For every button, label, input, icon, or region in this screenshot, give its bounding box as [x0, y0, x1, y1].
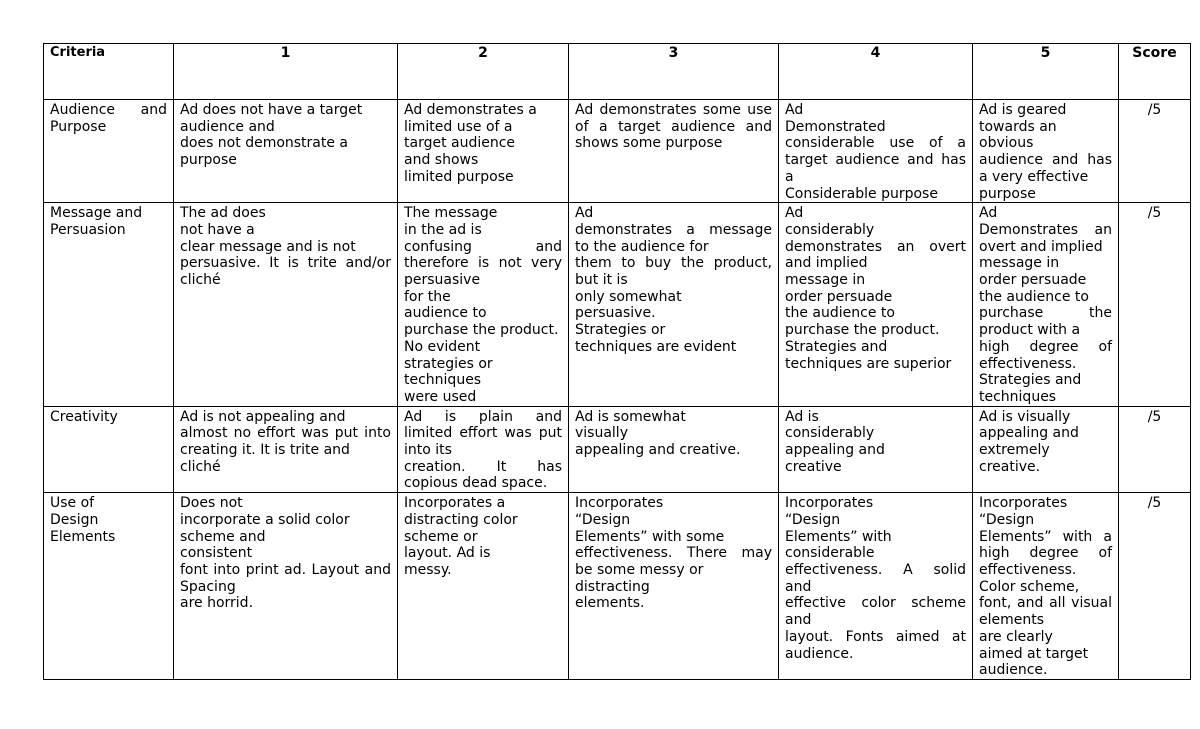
cell-text-line: almost no effort was put into — [180, 425, 391, 442]
cell-text-line: visually — [575, 425, 628, 442]
cell-text-line: Elements” with — [785, 528, 892, 545]
cell-text-line: creating it. It is trite and — [180, 442, 350, 459]
cell-text-line: Ad is visually — [979, 408, 1071, 425]
cell-text-line: but it is — [575, 272, 628, 289]
cell-text-line: limited purpose — [404, 168, 514, 185]
cell-text-line: the audience to — [979, 288, 1089, 305]
cell-text-line: Purpose — [50, 118, 107, 135]
level-1-cell — [174, 100, 398, 203]
header-level-5: 5 — [973, 44, 1119, 100]
cell-text-line: Message and — [50, 205, 143, 222]
cell-text-line: obvious — [979, 135, 1034, 152]
cell-text-line: purpose — [979, 185, 1036, 202]
cell-text-line: Elements” with a — [979, 528, 1112, 545]
cell-text-line: audience. — [785, 645, 854, 662]
cell-text-line: Ad — [575, 205, 594, 222]
cell-text-line: font into print ad. Layout and — [180, 561, 391, 578]
cell-text-line: audience to — [404, 305, 487, 322]
level-5-cell — [973, 493, 1119, 680]
cell-text-line: Ad — [979, 205, 998, 222]
cell-text-line: purchase the product. — [404, 322, 559, 339]
cell-text-line: No evident — [404, 338, 481, 355]
cell-text-line: Ad — [785, 205, 804, 222]
cell-text-line: persuasive. It is trite and/or — [180, 255, 391, 272]
cell-text-line: Ad is plain and — [404, 408, 562, 425]
cell-text-line: Use of — [50, 495, 95, 512]
cell-text-line: Considerable purpose — [785, 185, 938, 202]
level-3-cell — [569, 203, 779, 406]
rubric-table — [43, 43, 1191, 680]
cell-text-line: audience and has — [979, 152, 1112, 169]
criteria-cell — [44, 493, 174, 680]
cell-text-line: Does not — [180, 495, 243, 512]
cell-text-line: creation. It has — [404, 458, 562, 475]
cell-text-line: only somewhat — [575, 288, 682, 305]
cell-text-line: cliché — [180, 272, 221, 289]
cell-text-line: message in — [785, 272, 866, 289]
cell-text-line: Elements” with some — [575, 528, 725, 545]
cell-text-line: target audience and has — [785, 152, 966, 169]
cell-text-line: order persuade — [785, 288, 893, 305]
cell-text-line: and — [785, 578, 812, 595]
criteria-cell — [44, 406, 174, 493]
cell-text-line: Ad is — [785, 408, 819, 425]
cell-text-line: limited effort was put — [404, 425, 562, 442]
level-4-cell — [779, 100, 973, 203]
cell-text-line: techniques are superior — [785, 355, 952, 372]
cell-text-line: are clearly — [979, 628, 1053, 645]
header-row — [44, 44, 1191, 100]
cell-text-line: Strategies and — [979, 372, 1082, 389]
level-1-cell — [174, 493, 398, 680]
cell-text-line: distracting color — [404, 511, 518, 528]
cell-text-line: Incorporates — [979, 495, 1068, 512]
cell-text-line: distracting — [575, 578, 650, 595]
cell-text-line: purchase the product. — [785, 322, 940, 339]
cell-text-line: Ad demonstrates some use — [575, 102, 772, 118]
cell-text-line: Audience and — [50, 102, 167, 118]
cell-text-line: a very effective — [979, 168, 1089, 185]
level-3-cell — [569, 100, 779, 203]
level-1-cell — [174, 203, 398, 406]
cell-text-line: in the ad is — [404, 221, 482, 238]
cell-text-line: are horrid. — [180, 595, 254, 612]
header-level-4: 4 — [779, 44, 973, 100]
cell-text-line: strategies or — [404, 355, 493, 372]
level-4-cell — [779, 493, 973, 680]
cell-text-line: them to buy the product, — [575, 255, 772, 272]
cell-text-line: considerable — [785, 545, 875, 562]
cell-text-line: scheme or — [404, 528, 478, 545]
cell-text-line: Design — [50, 511, 99, 528]
level-1-cell — [174, 406, 398, 493]
cell-text-line: “Design — [575, 511, 631, 528]
level-5-cell — [973, 100, 1119, 203]
cell-text-line: limited use of a — [404, 118, 513, 135]
cell-text-line: techniques — [404, 372, 482, 389]
level-3-cell — [569, 406, 779, 493]
cell-text-line: effective color scheme — [785, 595, 966, 612]
cell-text-line: layout. Fonts aimed at — [785, 628, 966, 645]
header-level-2: 2 — [398, 44, 569, 100]
cell-text-line: considerable use of a — [785, 135, 966, 152]
cell-text-line: and implied — [785, 255, 868, 272]
cell-text-line: to the audience for — [575, 238, 709, 255]
cell-text-line: Demonstrated — [785, 118, 886, 135]
cell-text-line: shows some purpose — [575, 135, 723, 152]
cell-text-line: copious dead space. — [404, 475, 548, 492]
cell-text-line: Ad is not appealing and — [180, 408, 346, 425]
score-cell: /5 — [1119, 100, 1191, 203]
cell-text-line: target audience — [404, 135, 516, 152]
cell-text-line: Ad demonstrates a — [404, 102, 537, 118]
score-cell: /5 — [1119, 203, 1191, 406]
cell-text-line: order persuade — [979, 272, 1087, 289]
cell-text-line: creative — [785, 458, 842, 475]
cell-text-line: creative. — [979, 458, 1041, 475]
table-row — [44, 406, 1191, 493]
cell-text-line: Demonstrates an — [979, 221, 1112, 238]
cell-text-line: Elements — [50, 528, 116, 545]
header-criteria: Criteria — [44, 44, 174, 100]
cell-text-line: overt and implied — [979, 238, 1103, 255]
cell-text-line: persuasive. — [575, 305, 656, 322]
cell-text-line: be some messy or — [575, 561, 704, 578]
level-2-cell — [398, 406, 569, 493]
level-5-cell — [973, 406, 1119, 493]
cell-text-line: purpose — [180, 152, 237, 169]
cell-text-line: clear message and is not — [180, 238, 356, 255]
cell-text-line: and shows — [404, 152, 479, 169]
cell-text-line: not have a — [180, 221, 255, 238]
cell-text-line: cliché — [180, 458, 221, 475]
cell-text-line: effectiveness. There may — [575, 545, 772, 562]
cell-text-line: font, and all visual — [979, 595, 1112, 612]
cell-text-line: layout. Ad is — [404, 545, 491, 562]
cell-text-line: elements. — [575, 595, 645, 612]
cell-text-line: message in — [979, 255, 1060, 272]
cell-text-line: therefore is not very — [404, 255, 562, 272]
cell-text-line: audience and — [180, 118, 275, 135]
score-cell: /5 — [1119, 406, 1191, 493]
level-2-cell — [398, 493, 569, 680]
cell-text-line: confusing and — [404, 238, 562, 255]
cell-text-line: “Design — [785, 511, 841, 528]
cell-text-line: product with a — [979, 322, 1081, 339]
cell-text-line: consistent — [180, 545, 253, 562]
cell-text-line: into its — [404, 442, 452, 459]
cell-text-line: high degree of — [979, 338, 1112, 355]
cell-text-line: effectiveness. — [979, 561, 1077, 578]
cell-text-line: Persuasion — [50, 221, 126, 238]
cell-text-line: Incorporates — [575, 495, 664, 512]
cell-text-line: for the — [404, 288, 451, 305]
cell-text-line: high degree of — [979, 545, 1112, 562]
cell-text-line: Creativity — [50, 408, 118, 425]
cell-text-line: demonstrates a message — [575, 221, 772, 238]
cell-text-line: appealing and — [979, 425, 1079, 442]
cell-text-line: considerably — [785, 221, 875, 238]
cell-text-line: scheme and — [180, 528, 266, 545]
cell-text-line: extremely — [979, 442, 1050, 459]
cell-text-line: and — [785, 612, 812, 629]
cell-text-line: aimed at target — [979, 645, 1089, 662]
cell-text-line: considerably — [785, 425, 875, 442]
cell-text-line: were used — [404, 388, 477, 405]
cell-text-line: towards an — [979, 118, 1057, 135]
table-row — [44, 203, 1191, 406]
cell-text-line: incorporate a solid color — [180, 511, 350, 528]
cell-text-line: appealing and — [785, 442, 885, 459]
cell-text-line: Ad — [785, 102, 804, 118]
cell-text-line: messy. — [404, 561, 452, 578]
cell-text-line: does not demonstrate a — [180, 135, 349, 152]
cell-text-line: Incorporates — [785, 495, 874, 512]
cell-text-line: Ad is somewhat — [575, 408, 686, 425]
cell-text-line: persuasive — [404, 272, 481, 289]
cell-text-line: demonstrates an overt — [785, 238, 966, 255]
cell-text-line: elements — [979, 612, 1045, 629]
cell-text-line: Spacing — [180, 578, 236, 595]
level-5-cell — [973, 203, 1119, 406]
cell-text-line: Strategies or — [575, 322, 666, 339]
table-row — [44, 493, 1191, 680]
level-4-cell — [779, 406, 973, 493]
cell-text-line: effectiveness. A solid — [785, 561, 966, 578]
header-level-1: 1 — [174, 44, 398, 100]
cell-text-line: “Design — [979, 511, 1035, 528]
cell-text-line: purchase the — [979, 305, 1112, 322]
header-level-3: 3 — [569, 44, 779, 100]
cell-text-line: Ad is geared — [979, 102, 1067, 118]
cell-text-line: a — [785, 168, 794, 185]
level-4-cell — [779, 203, 973, 406]
cell-text-line: Strategies and — [785, 338, 888, 355]
criteria-cell — [44, 203, 174, 406]
cell-text-line: techniques are evident — [575, 338, 737, 355]
cell-text-line: The ad does — [180, 205, 266, 222]
cell-text-line: Incorporates a — [404, 495, 506, 512]
level-3-cell — [569, 493, 779, 680]
cell-text-line: audience. — [979, 662, 1048, 679]
cell-text-line: of a target audience and — [575, 118, 772, 135]
cell-text-line: The message — [404, 205, 498, 222]
cell-text-line: appealing and creative. — [575, 442, 741, 459]
cell-text-line: the audience to — [785, 305, 895, 322]
header-score: Score — [1119, 44, 1191, 100]
score-cell: /5 — [1119, 493, 1191, 680]
cell-text-line: Ad does not have a target — [180, 102, 363, 118]
cell-text-line: effectiveness. — [979, 355, 1077, 372]
level-2-cell — [398, 203, 569, 406]
level-2-cell — [398, 100, 569, 203]
cell-text-line: techniques — [979, 388, 1057, 405]
table-row — [44, 100, 1191, 203]
cell-text-line: Color scheme, — [979, 578, 1080, 595]
criteria-cell — [44, 100, 174, 203]
